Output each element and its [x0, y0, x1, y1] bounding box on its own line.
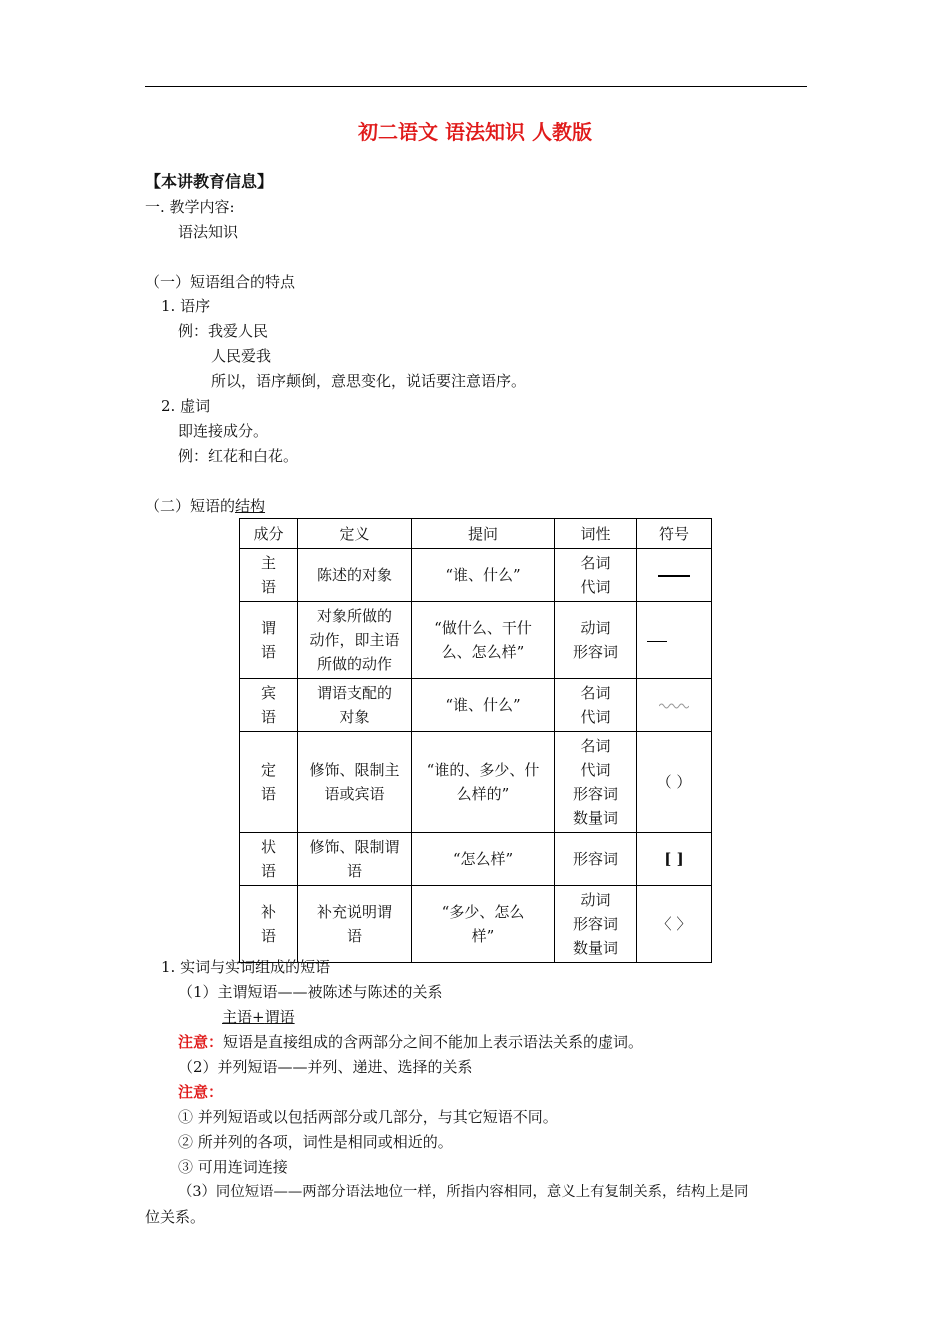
double-underline-symbol: [658, 575, 690, 577]
table-row: [240, 602, 712, 679]
header-cell: 词性: [555, 519, 637, 549]
table-row: [240, 732, 712, 833]
question-cell: “做什么、干什 么、怎么样”: [412, 602, 555, 679]
part1-item1: 1. 语序: [161, 297, 211, 315]
pos-cell: 名词 代词: [555, 679, 637, 732]
sub3-line1: （3）同位短语——两部分语法地位一样，所指内容相同，意义上有复制关系，结构上是同: [178, 1184, 749, 1200]
note1-text: 短语是直接组成的含两部分之间不能加上表示语法关系的虚词。: [223, 1033, 644, 1051]
part1-heading: （一）短语组合的特点: [145, 273, 296, 291]
header-cell: 定义: [298, 519, 412, 549]
pos-cell: 名词 代词: [555, 549, 637, 602]
component-cell: 定 语: [240, 732, 298, 833]
component-cell: 宾 语: [240, 679, 298, 732]
after-item1: 1. 实词与实词组成的短语: [161, 958, 331, 976]
definition-cell: 对象所做的 动作，即主语 所做的动作: [298, 602, 412, 679]
formula: [222, 1007, 295, 1027]
grammar-table: [239, 518, 712, 963]
page-title: 初二语文 语法知识 人教版: [358, 120, 592, 144]
definition-cell: 补充说明谓 语: [298, 886, 412, 963]
symbol-cell: （ ）: [637, 732, 712, 833]
formula-subject: 主语: [222, 1008, 253, 1026]
formula-plus: +: [252, 1008, 265, 1026]
definition-cell: 谓语支配的 对象: [298, 679, 412, 732]
component-cell: 补 语: [240, 886, 298, 963]
definition-cell: 修饰、限制谓 语: [298, 833, 412, 886]
question-cell: “谁、什么”: [412, 679, 555, 732]
table-row: [240, 679, 712, 732]
note1-label: 注意：: [178, 1033, 224, 1051]
sub1: （1）主谓短语——被陈述与陈述的关系: [178, 983, 443, 1001]
header-cell: 符号: [637, 519, 712, 549]
component-cell: 主 语: [240, 549, 298, 602]
sub3-line2: 位关系。: [145, 1208, 206, 1226]
single-underline-symbol: [647, 641, 667, 642]
question-cell: “谁、什么”: [412, 549, 555, 602]
table-row: [240, 833, 712, 886]
component-cell: 谓 语: [240, 602, 298, 679]
part2-heading-underlined: 结构: [235, 497, 266, 515]
table-row: [240, 549, 712, 602]
teaching-content-label: 一. 教学内容:: [145, 198, 235, 216]
teaching-content: 语法知识: [178, 223, 239, 241]
pos-cell: 名词 代词 形容词 数量词: [555, 732, 637, 833]
part1-example2: 人民爱我: [211, 347, 272, 365]
pos-cell: 形容词: [555, 833, 637, 886]
pos-cell: 动词 形容词 数量词: [555, 886, 637, 963]
part1-item2: 2. 虚词: [161, 397, 211, 415]
symbol-cell: [637, 679, 712, 732]
section-header: 【本讲教育信息】: [145, 172, 274, 191]
part1-example1: 例：我爱人民: [178, 322, 269, 340]
sub2: （2）并列短语——并列、递进、选择的关系: [178, 1058, 473, 1076]
table-row: [240, 886, 712, 963]
part1-note: 所以，语序颠倒，意思变化，说话要注意语序。: [211, 372, 527, 390]
point3: ③ 可用连词连接: [178, 1158, 288, 1176]
part2-heading-prefix: （二）短语的: [145, 497, 236, 515]
wavy-underline-symbol: [659, 702, 689, 710]
definition-cell: 修饰、限制主 语或宾语: [298, 732, 412, 833]
point1: ① 并列短语或以包括两部分或几部分，与其它短语不同。: [178, 1108, 558, 1126]
question-cell: “多少、怎么 样”: [412, 886, 555, 963]
symbol-cell: 〈 〉: [637, 886, 712, 963]
point2: ② 所并列的各项，词性是相同或相近的。: [178, 1133, 453, 1151]
symbol-cell: [637, 602, 712, 679]
question-cell: “怎么样”: [412, 833, 555, 886]
component-cell: 状 语: [240, 833, 298, 886]
note1: [178, 1032, 643, 1052]
part2-heading: [145, 496, 265, 516]
question-cell: “谁的、多少、什 么样的”: [412, 732, 555, 833]
definition-cell: 陈述的对象: [298, 549, 412, 602]
header-rule: [145, 86, 807, 87]
part1-item2-example: 例：红花和白花。: [178, 447, 299, 465]
formula-predicate: 谓语: [264, 1008, 295, 1026]
header-cell: 成分: [240, 519, 298, 549]
symbol-cell: [ ]: [637, 833, 712, 886]
pos-cell: 动词 形容词: [555, 602, 637, 679]
note2-label: 注意：: [178, 1083, 224, 1101]
part1-item2-desc: 即连接成分。: [178, 422, 269, 440]
symbol-cell: [637, 549, 712, 602]
header-cell: 提问: [412, 519, 555, 549]
table-header-row: [240, 519, 712, 549]
